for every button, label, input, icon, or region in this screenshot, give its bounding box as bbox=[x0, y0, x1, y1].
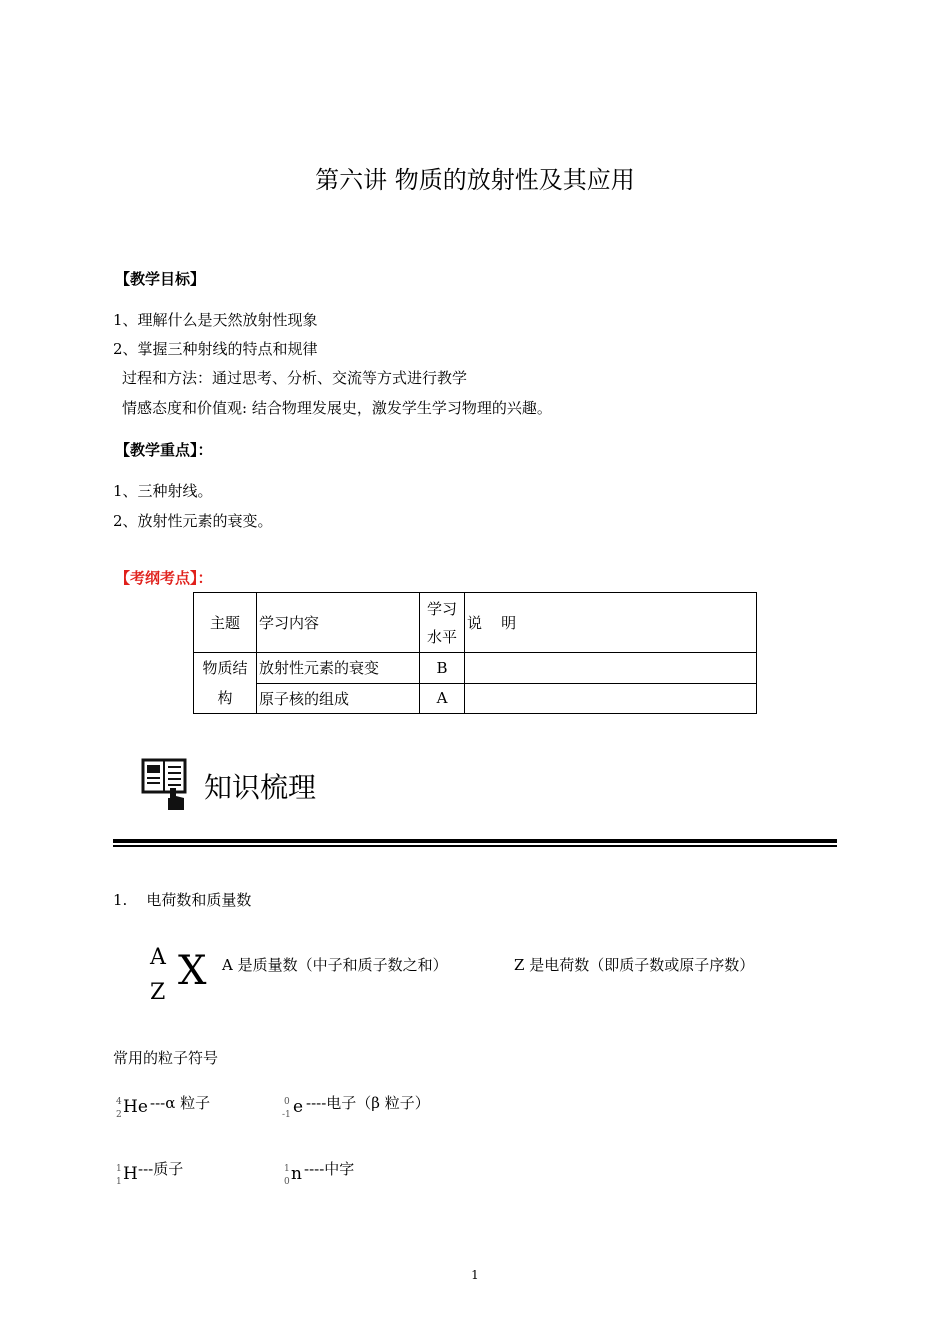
keypoint-item: 1、三种射线。 bbox=[113, 482, 213, 500]
level-cell: A bbox=[420, 683, 465, 714]
header-level: 学习水平 bbox=[420, 593, 465, 653]
charge-number-label: Z bbox=[150, 980, 166, 1005]
element-symbol: X bbox=[178, 948, 207, 994]
table-row bbox=[194, 683, 757, 714]
objective-item: 1、理解什么是天然放射性现象 bbox=[113, 311, 318, 329]
particle-label: ---α 粒子 bbox=[150, 1094, 211, 1112]
syllabus-heading: 【考纲考点】： bbox=[115, 569, 213, 587]
mass-number-label: A bbox=[150, 945, 166, 970]
content-cell: 放射性元素的衰变 bbox=[257, 653, 420, 684]
content-cell: 原子核的组成 bbox=[257, 683, 420, 714]
objectives-heading: 【教学目标】 bbox=[115, 270, 206, 288]
header-content: 学习内容 bbox=[257, 593, 420, 653]
particle-charge: -1 bbox=[282, 1110, 291, 1120]
particle-label: ----中字 bbox=[304, 1160, 355, 1178]
particles-heading: 常用的粒子符号 bbox=[113, 1049, 219, 1067]
particle-mass: 0 bbox=[284, 1097, 290, 1107]
particle-symbol: n bbox=[291, 1164, 302, 1184]
page-number: 1 bbox=[471, 1268, 479, 1282]
keypoints-heading: 【教学重点】： bbox=[115, 441, 213, 459]
page-title: 第六讲 物质的放射性及其应用 bbox=[315, 166, 635, 194]
particle-symbol: e bbox=[293, 1097, 304, 1117]
topic-cell: 物质结构 bbox=[194, 653, 257, 714]
header-topic: 主题 bbox=[194, 593, 257, 653]
header-note: 说 明 bbox=[465, 593, 757, 653]
particle-charge: 0 bbox=[284, 1177, 290, 1187]
particle-charge: 1 bbox=[116, 1177, 122, 1187]
section-divider bbox=[113, 839, 837, 843]
objective-item: 2、掌握三种射线的特点和规律 bbox=[113, 340, 318, 358]
mass-number-desc: A 是质量数（中子和质子数之和） bbox=[222, 956, 448, 974]
particle-label: ---质子 bbox=[138, 1160, 184, 1178]
particle-mass: 4 bbox=[116, 1097, 122, 1107]
charge-mass-heading: 1. 电荷数和质量数 bbox=[113, 891, 252, 909]
section-title: 知识梳理 bbox=[204, 771, 317, 804]
table-header-row bbox=[194, 593, 757, 653]
syllabus-table bbox=[193, 592, 757, 714]
keypoint-item: 2、放射性元素的衰变。 bbox=[113, 512, 273, 530]
note-cell bbox=[465, 653, 757, 684]
particle-mass: 1 bbox=[116, 1164, 122, 1174]
particle-mass: 1 bbox=[284, 1164, 290, 1174]
charge-number-desc: Z 是电荷数（即质子数或原子序数） bbox=[514, 956, 755, 974]
objective-process: 过程和方法：通过思考、分析、交流等方式进行教学 bbox=[122, 369, 468, 387]
book-hand-icon bbox=[140, 758, 190, 814]
particle-symbol: He bbox=[123, 1097, 148, 1117]
section-divider-thin bbox=[113, 845, 837, 847]
particle-label: ----电子（β 粒子） bbox=[306, 1094, 430, 1112]
particle-charge: 2 bbox=[116, 1110, 122, 1120]
objective-values: 情感态度和价值观: 结合物理发展史，激发学生学习物理的兴趣。 bbox=[122, 399, 552, 417]
note-cell bbox=[465, 683, 757, 714]
level-cell: B bbox=[420, 653, 465, 684]
table-row bbox=[194, 653, 757, 684]
particle-symbol: H bbox=[123, 1164, 138, 1184]
